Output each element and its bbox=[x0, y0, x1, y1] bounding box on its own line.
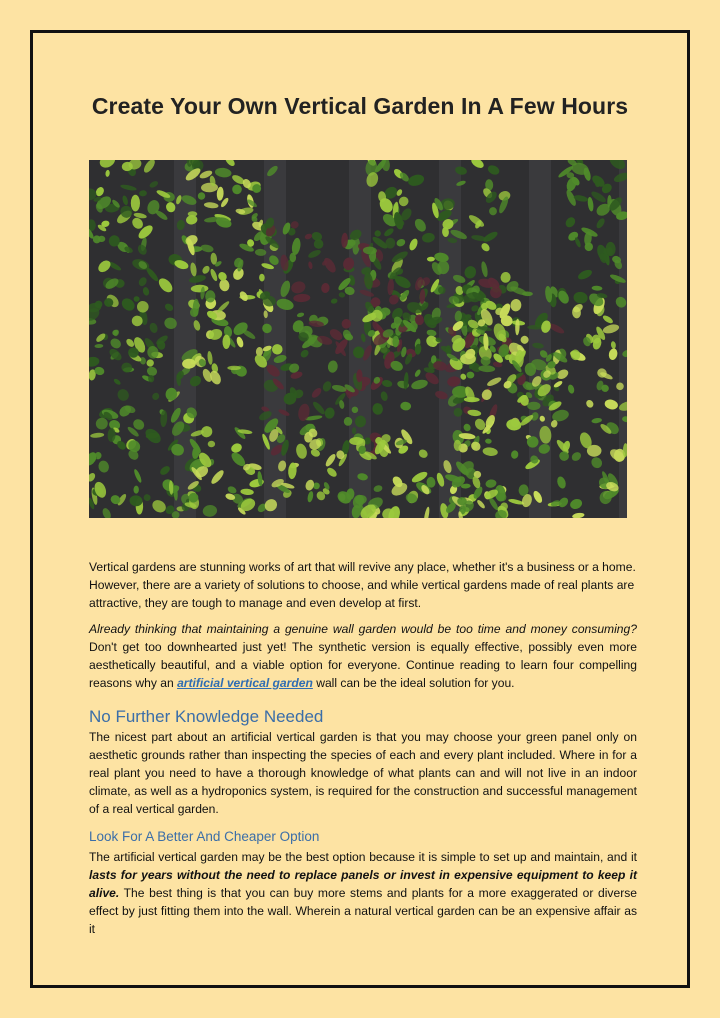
leaf bbox=[478, 365, 495, 373]
leaf bbox=[463, 264, 478, 280]
leaf bbox=[96, 258, 113, 274]
italic-question: Already thinking that maintaining a genuine wall garden would be too time and money consuming? bbox=[89, 622, 637, 636]
leaf bbox=[589, 455, 604, 470]
leaf bbox=[395, 238, 406, 248]
leaf bbox=[407, 173, 426, 188]
leaf bbox=[89, 356, 100, 368]
leaf bbox=[148, 322, 159, 334]
leaf bbox=[290, 280, 307, 295]
leaf bbox=[374, 230, 382, 238]
leaf bbox=[486, 164, 501, 177]
leaf bbox=[207, 351, 213, 365]
leaf bbox=[307, 491, 314, 503]
leaf bbox=[115, 387, 131, 403]
leaf bbox=[585, 399, 595, 409]
leaf bbox=[510, 450, 519, 460]
leaf bbox=[111, 329, 119, 337]
leaf bbox=[201, 182, 218, 192]
section1-paragraph: The nicest part about an artificial vertical garden is that you may choose your green panel only on aesthetic grounds rather than inspecting the species of each and every plant included. Where in for a real plant you need to have a thorough knowledge of what plants can and will not live in an indoor climate, as well as a hydroponics system, is required for the construction and successful management of a real vertical garden. bbox=[89, 730, 637, 816]
leaf bbox=[200, 244, 214, 254]
leaf bbox=[330, 298, 338, 305]
leaf bbox=[89, 472, 97, 483]
leaf bbox=[573, 291, 589, 305]
leaf bbox=[94, 344, 103, 349]
leaf bbox=[577, 268, 594, 281]
leaf bbox=[338, 292, 345, 298]
leaf bbox=[235, 336, 244, 348]
leaf bbox=[143, 493, 152, 501]
leaf bbox=[199, 424, 215, 440]
leaf bbox=[352, 427, 356, 434]
leaf bbox=[486, 376, 503, 388]
leaf bbox=[408, 237, 419, 251]
leaf bbox=[227, 366, 241, 370]
leaf bbox=[519, 335, 529, 345]
leaf bbox=[421, 232, 435, 243]
leaf bbox=[373, 484, 383, 492]
leaf bbox=[591, 417, 602, 424]
leaf bbox=[324, 452, 337, 467]
para2-after: wall can be the ideal solution for you. bbox=[312, 676, 515, 690]
section-heading-cheaper: Look For A Better And Cheaper Option bbox=[89, 829, 320, 844]
leaf bbox=[469, 440, 482, 453]
leaf bbox=[311, 400, 326, 416]
leaf bbox=[89, 219, 96, 231]
leaf bbox=[308, 261, 313, 269]
leaf bbox=[222, 335, 230, 350]
leaf bbox=[133, 486, 139, 494]
section2-paragraph bbox=[89, 848, 637, 938]
leaf bbox=[133, 468, 143, 483]
intro-paragraph: Vertical gardens are stunning works of art that will revive any place, whether it's a business or a home. However, there are a variety of solutions to choose, and while vertical gardens made of real plants are attractive, they are tough to manage and even develop at first. bbox=[89, 560, 636, 610]
artificial-vertical-garden-link[interactable]: artificial vertical garden bbox=[177, 676, 313, 690]
leaf bbox=[591, 285, 602, 291]
leaf bbox=[201, 265, 211, 276]
leaf bbox=[209, 268, 219, 282]
leaf bbox=[313, 239, 324, 250]
second-paragraph bbox=[89, 620, 637, 692]
leaf bbox=[485, 479, 497, 489]
leaf bbox=[90, 432, 104, 438]
leaf bbox=[321, 380, 333, 393]
leaf bbox=[232, 184, 243, 195]
leaf bbox=[151, 391, 161, 401]
leaf bbox=[510, 299, 522, 312]
leaf bbox=[397, 195, 411, 209]
leaf bbox=[204, 202, 219, 209]
leaf bbox=[476, 499, 486, 510]
leaf bbox=[380, 391, 389, 402]
leaf bbox=[126, 438, 143, 455]
leaf bbox=[109, 336, 123, 350]
leaf bbox=[410, 378, 429, 391]
leaf bbox=[227, 485, 238, 495]
leaf bbox=[417, 448, 429, 460]
leaf bbox=[488, 206, 497, 216]
leaf bbox=[224, 160, 237, 168]
leaf bbox=[142, 160, 157, 174]
leaf bbox=[230, 442, 244, 455]
leaf bbox=[214, 167, 232, 178]
leaf bbox=[466, 371, 474, 378]
leaf bbox=[131, 195, 140, 212]
leaf bbox=[240, 488, 254, 495]
leaf bbox=[482, 230, 499, 244]
leaf bbox=[506, 418, 522, 431]
leaf bbox=[136, 243, 148, 256]
leaf bbox=[602, 314, 615, 325]
leaf bbox=[381, 379, 393, 388]
leaf bbox=[259, 274, 265, 282]
leaf bbox=[310, 386, 323, 399]
leaf bbox=[470, 160, 486, 170]
page-border bbox=[30, 30, 690, 988]
page-title: Create Your Own Vertical Garden In A Few Hours bbox=[91, 93, 629, 119]
leaf bbox=[139, 190, 147, 197]
leaf bbox=[291, 237, 302, 255]
leaf bbox=[414, 369, 422, 378]
leaf bbox=[427, 257, 435, 262]
leaf bbox=[321, 283, 331, 294]
leaf bbox=[587, 197, 594, 212]
leaf bbox=[105, 170, 110, 177]
leaf bbox=[304, 479, 315, 492]
leaf bbox=[572, 512, 585, 518]
leaf bbox=[120, 362, 133, 374]
leaf bbox=[98, 160, 118, 170]
leaf bbox=[480, 261, 489, 278]
leaf bbox=[299, 348, 310, 359]
leaf bbox=[128, 347, 139, 357]
leaf bbox=[570, 450, 583, 463]
leaf bbox=[208, 441, 216, 448]
leaf bbox=[145, 266, 160, 283]
leaf bbox=[202, 504, 218, 517]
garden-illustration bbox=[89, 160, 627, 518]
leaf bbox=[413, 217, 429, 234]
leaf bbox=[97, 459, 110, 473]
leaf bbox=[423, 506, 430, 518]
leaf bbox=[137, 276, 148, 288]
leaf bbox=[197, 191, 206, 200]
leaf bbox=[150, 498, 168, 515]
leaf bbox=[164, 302, 175, 312]
section2-bold-italic: lasts for years without the need to replace panels or invest in expensive equipment to keep it alive. bbox=[89, 868, 637, 900]
leaf bbox=[324, 407, 336, 420]
leaf bbox=[113, 378, 122, 386]
leaf bbox=[307, 248, 322, 259]
leaf bbox=[527, 402, 540, 410]
leaf bbox=[209, 469, 225, 486]
leaf bbox=[120, 184, 137, 192]
leaf bbox=[500, 271, 511, 283]
leaf bbox=[125, 337, 136, 348]
leaf bbox=[557, 449, 570, 462]
leaf bbox=[156, 276, 175, 295]
section-heading-knowledge: No Further Knowledge Needed bbox=[89, 707, 324, 726]
leaf bbox=[327, 360, 338, 373]
leaf bbox=[569, 497, 584, 510]
leaf bbox=[304, 233, 313, 240]
leaf bbox=[207, 327, 223, 341]
leaf bbox=[608, 348, 619, 361]
leaf bbox=[480, 241, 491, 252]
leaf bbox=[122, 195, 129, 206]
article-body bbox=[89, 558, 637, 946]
leaf bbox=[142, 286, 150, 296]
leaf bbox=[145, 358, 155, 368]
leaf bbox=[485, 438, 492, 444]
leaf bbox=[564, 215, 577, 229]
section2-end: The best thing is that you can buy more stems and plants for a more exaggerated or diverse effect by just fitting them into the wall. Wherein a natural vertical garden can be an expensive affair as it bbox=[89, 886, 637, 936]
leaf bbox=[400, 401, 412, 411]
leaf bbox=[462, 422, 472, 432]
leaf bbox=[159, 464, 172, 476]
leaf bbox=[610, 341, 616, 349]
leaf bbox=[602, 323, 620, 335]
leaf bbox=[482, 447, 498, 457]
leaf bbox=[293, 293, 310, 302]
leaf bbox=[567, 384, 575, 394]
leaf bbox=[295, 443, 309, 460]
leaf bbox=[556, 475, 567, 489]
leaf bbox=[107, 347, 123, 363]
leaf bbox=[148, 375, 155, 383]
leaf bbox=[325, 466, 338, 478]
para2-text: Don't get too downhearted just yet! The synthetic version is equally effective, possibly even more aesthetically beautiful, and a viable option for everyone. Continue reading to learn four compelling reasons why an bbox=[89, 640, 637, 690]
leaf bbox=[133, 296, 140, 302]
leaf bbox=[372, 403, 384, 416]
leaf bbox=[101, 507, 113, 518]
leaf bbox=[595, 217, 606, 230]
vertical-garden-photo bbox=[89, 160, 627, 518]
leaf bbox=[604, 398, 619, 411]
leaf bbox=[383, 227, 395, 238]
leaf bbox=[296, 312, 304, 318]
leaf bbox=[148, 180, 159, 189]
section2-start: The artificial vertical garden may be the best option because it is simple to set up and maintain, and it bbox=[89, 850, 637, 864]
